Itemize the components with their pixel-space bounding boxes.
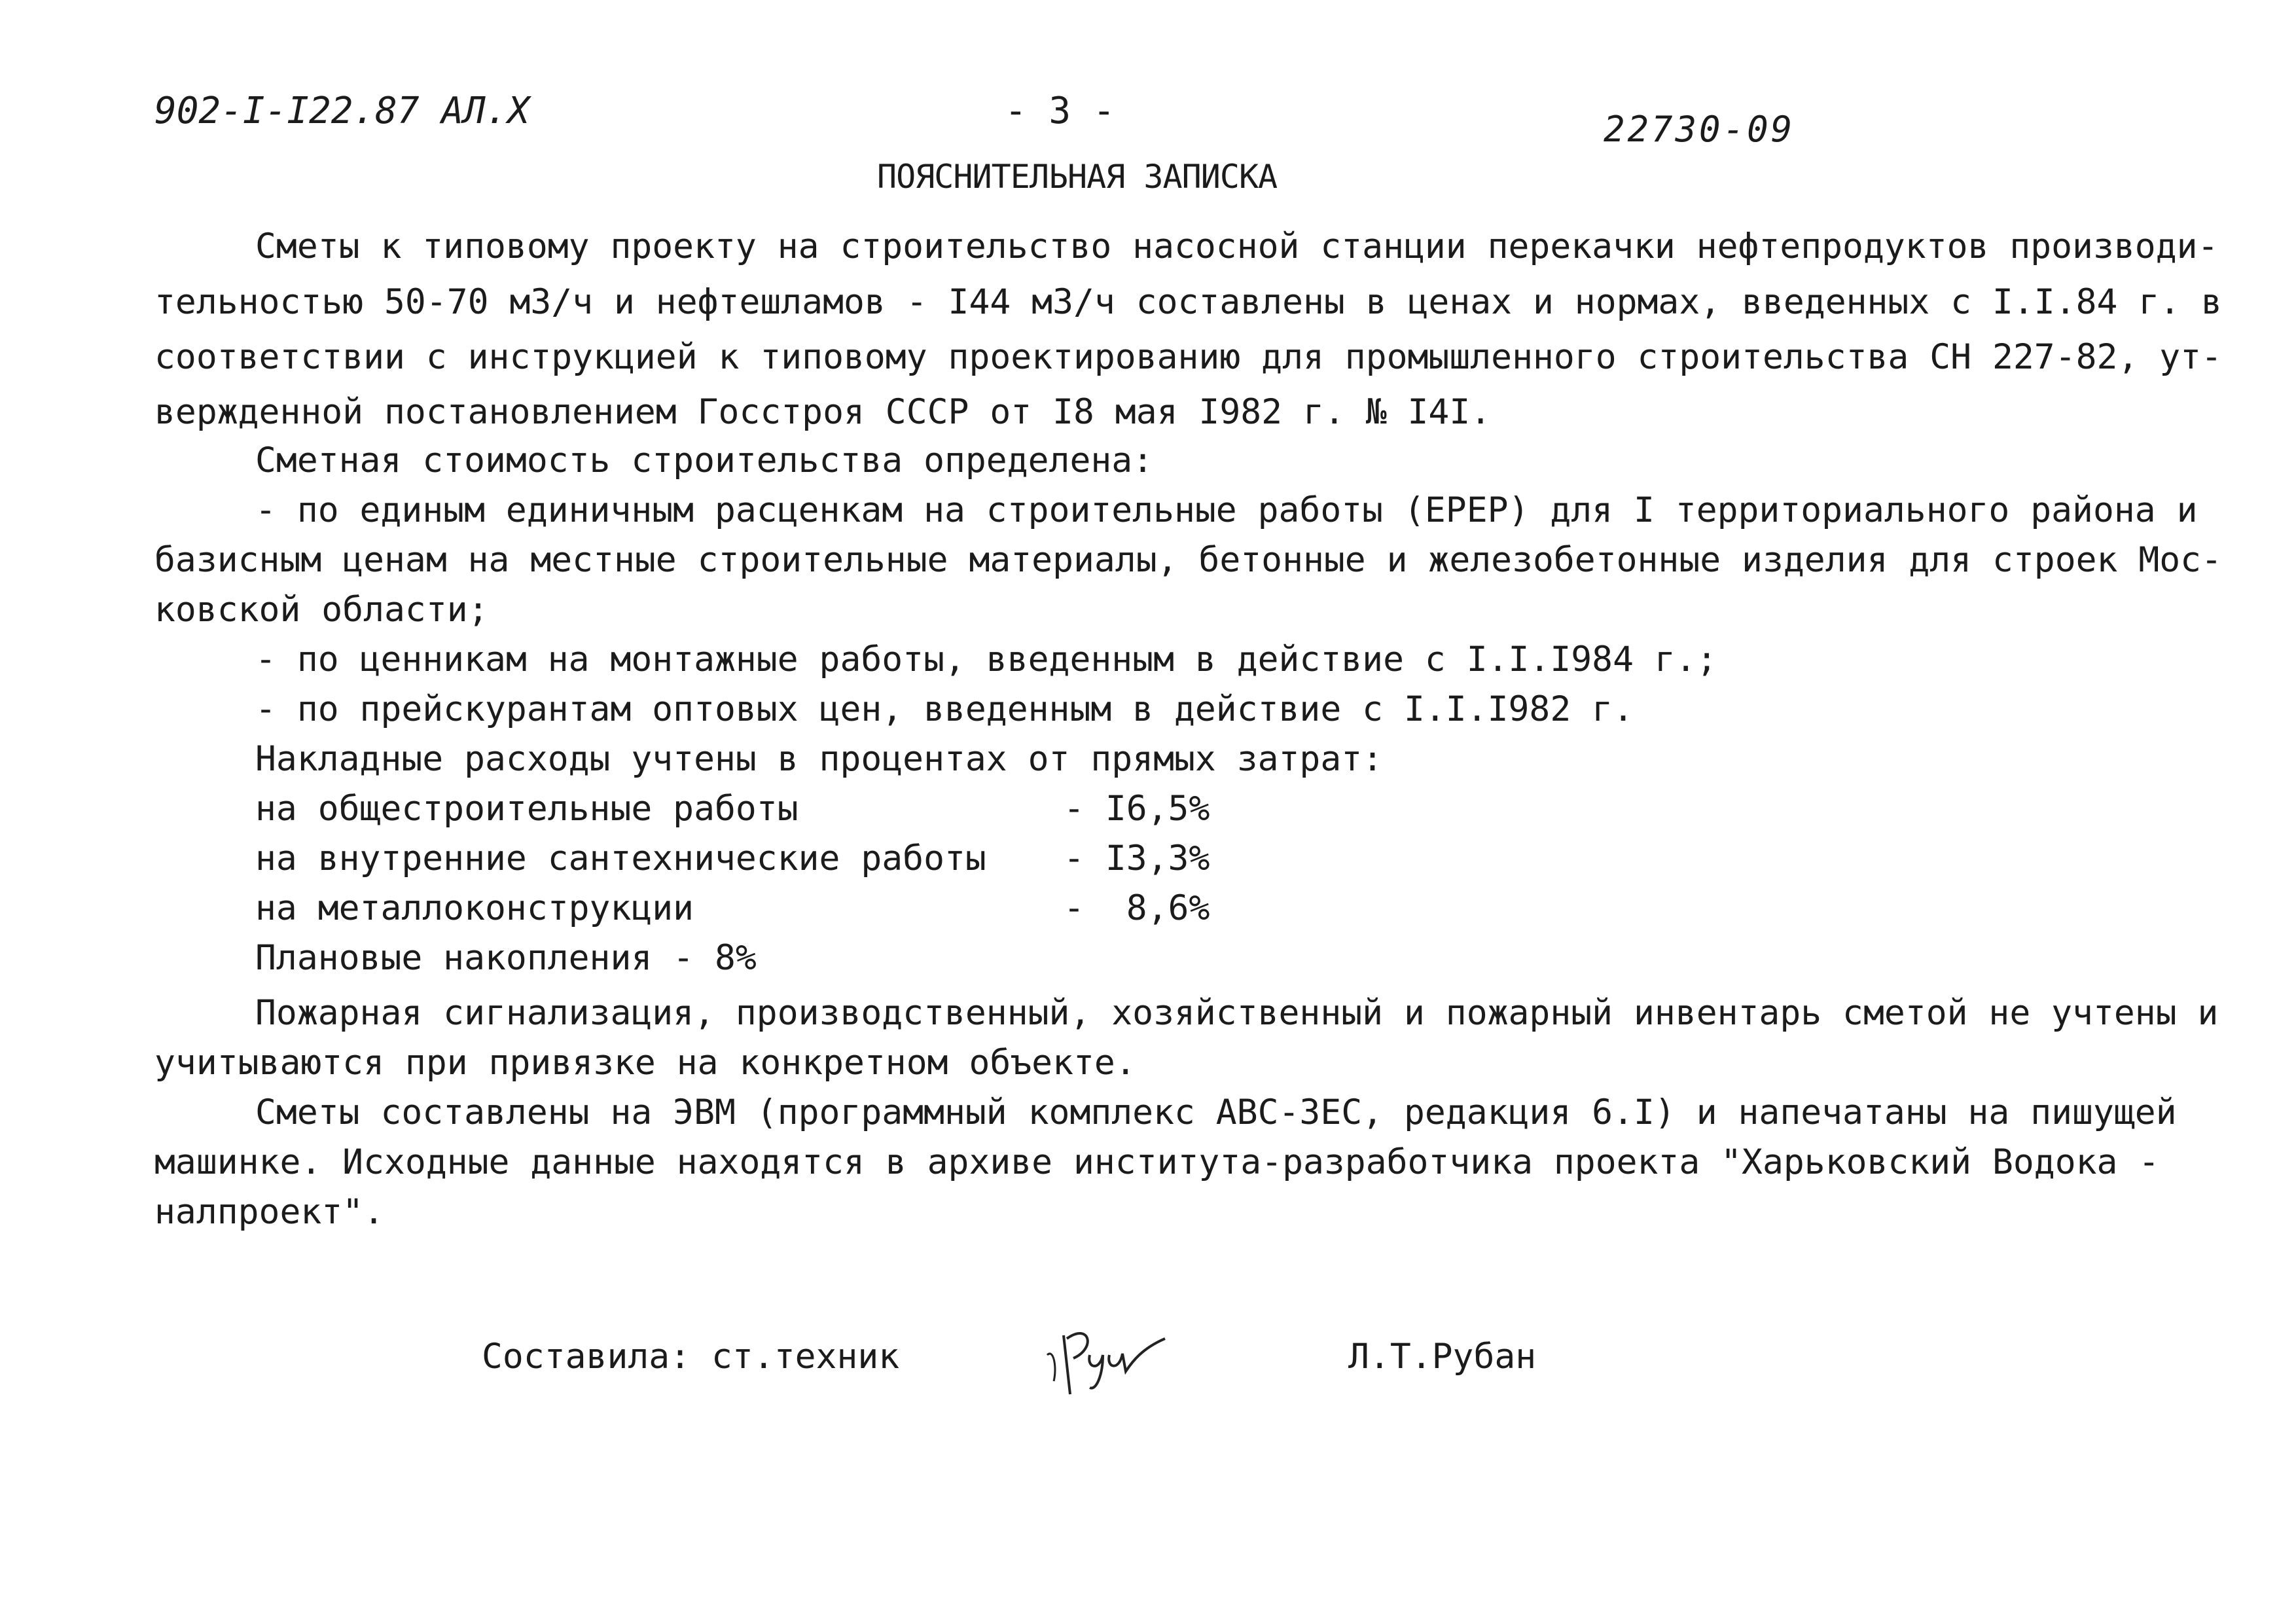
computer-note-line: Сметы составлены на ЭВМ (программный комплекс АВС-ЗЕС, редакция 6.I) и напечатаны на пишущей	[255, 1092, 2177, 1132]
page-number: - 3 -	[1005, 90, 1115, 132]
overhead-label: на общестроительные работы	[255, 789, 798, 829]
overhead-row	[255, 784, 1210, 834]
cost-item-line: - по ценникам на монтажные работы, введенным в действие с I.I.I984 г.;	[255, 640, 1717, 679]
cost-item-line: базисным ценам на местные строительные материалы, бетонные и железобетонные изделия для строек Мос-	[154, 540, 2222, 580]
overhead-value: - 8,6%	[1064, 888, 1210, 928]
computer-note-line: машинке. Исходные данные находятся в архиве института-разработчика проекта "Харьковский Водока -	[154, 1142, 2160, 1182]
paragraph-line: тельностью 50-70 м3/ч и нефтешламов - I44 м3/ч составлены в ценах и нормах, введенных с I.I.84 г. в	[154, 282, 2222, 322]
signatory-name: Л.Т.Рубан	[1348, 1337, 1537, 1377]
signature-label: Составила: ст.техник	[482, 1337, 900, 1377]
paragraph-line: соответствии с инструкцией к типовому проектированию для промышленного строительства СН 227-82, ут-	[154, 337, 2222, 377]
fire-note-line: учитываются при привязке на конкретном объекте.	[154, 1043, 1136, 1083]
cost-item-line: ковской области;	[154, 590, 489, 630]
overhead-value: - I3,3%	[1064, 839, 1210, 878]
cost-item-line: - по единым единичным расценкам на строительные работы (ЕРЕР) для I территориального района и	[255, 490, 2198, 530]
overhead-row	[255, 884, 1210, 933]
fire-note-line: Пожарная сигнализация, производственный, хозяйственный и пожарный инвентарь сметой не учтены и	[255, 993, 2219, 1033]
planned-savings: Плановые накопления - 8%	[255, 938, 757, 978]
document-title: ПОЯСНИТЕЛЬНАЯ ЗАПИСКА	[877, 158, 1278, 196]
cost-intro: Сметная стоимость строительства определена:	[255, 441, 1154, 480]
overhead-intro: Накладные расходы учтены в процентах от прямых затрат:	[255, 739, 1384, 779]
computer-note-line: налпроект".	[154, 1192, 384, 1232]
inventory-number: 22730-09	[1604, 109, 1795, 150]
paragraph-line: Сметы к типовому проекту на строительство насосной станции перекачки нефтепродуктов производи-	[255, 226, 2219, 266]
document-code: 902-I-I22.87 АЛ.X	[154, 90, 530, 132]
overhead-value: - I6,5%	[1064, 789, 1210, 829]
overhead-row	[255, 834, 1210, 884]
paragraph-line: вержденной постановлением Госстроя СССР от I8 мая I982 г. № I4I.	[154, 392, 1492, 432]
cost-item-line: - по прейскурантам оптовых цен, введенным в действие с I.I.I982 г.	[255, 689, 1634, 729]
handwritten-signature	[1034, 1309, 1185, 1401]
overhead-label: на внутренние сантехнические работы	[255, 839, 986, 878]
overhead-label: на металлоконструкции	[255, 888, 694, 928]
